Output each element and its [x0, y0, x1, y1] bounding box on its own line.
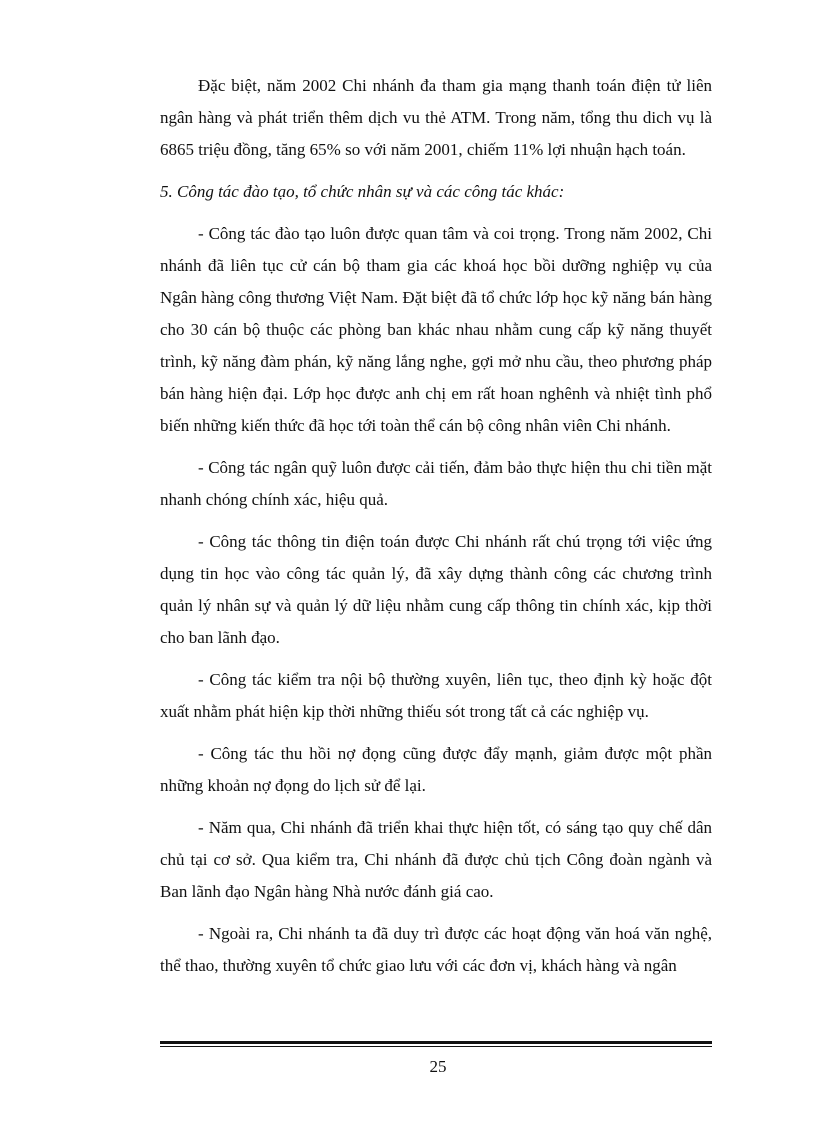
paragraph-culture: - Ngoài ra, Chi nhánh ta đã duy trì được các hoạt động văn hoá văn nghệ, thể thao, thường xuyên tổ chức giao lưu với các đơn vị, khách hàng và ngân: [160, 924, 712, 975]
paragraph-payment-services: Đặc biệt, năm 2002 Chi nhánh đa tham gia mạng thanh toán điện tử liên ngân hàng và phát triển thêm dịch vu thẻ ATM. Trong năm, tổng thu dich vụ là 6865 triệu đồng, tăng 65% so với năm 2001, chiếm 11% lợi nhuận hạch toán.: [160, 76, 712, 159]
paragraph-democracy: - Năm qua, Chi nhánh đã triển khai thực hiện tốt, có sáng tạo quy chế dân chủ tại cơ sở. Qua kiểm tra, Chi nhánh đã được chủ tịch Công đoàn ngành và Ban lãnh đạo Ngân hàng Nhà nước đánh giá cao.: [160, 818, 712, 901]
paragraph-training: - Công tác đào tạo luôn được quan tâm và coi trọng. Trong năm 2002, Chi nhánh đã liên tục cử cán bộ tham gia các khoá học bồi dưỡng nghiệp vụ của Ngân hàng công thương Việt Nam. Đặt biệt đã tổ chức lớp học kỹ năng bán hàng cho 30 cán bộ thuộc các phòng ban khác nhau nhằm cung cấp kỹ năng thuyết trình, kỹ năng đàm phán, kỹ năng lắng nghe, gợi mở nhu cầu, theo phương pháp bán hàng hiện đại. Lớp học được anh chị em rất hoan nghênh và nhiệt tình phổ biến những kiến thức đã học tới toàn thể cán bộ công nhân viên Chi nhánh.: [160, 224, 712, 435]
section-heading-training-personnel: 5. Công tác đào tạo, tổ chức nhân sự và các công tác khác:: [160, 182, 565, 201]
footer-rule-thin: [160, 1046, 712, 1047]
paragraph-debt-recovery: - Công tác thu hồi nợ đọng cũng được đẩy mạnh, giảm được một phần những khoản nợ đọng do lịch sử để lại.: [160, 744, 712, 795]
paragraph-treasury: - Công tác ngân quỹ luôn được cải tiến, đảm bảo thực hiện thu chi tiền mặt nhanh chóng chính xác, hiệu quả.: [160, 458, 712, 509]
footer-rule-thick: [160, 1041, 712, 1044]
paragraph-internal-audit: - Công tác kiểm tra nội bộ thường xuyên, liên tục, theo định kỳ hoặc đột xuất nhằm phát hiện kịp thời những thiếu sót trong tất cả các nghiệp vụ.: [160, 670, 712, 721]
paragraph-it: - Công tác thông tin điện toán được Chi nhánh rất chú trọng tới việc ứng dụng tin học vào công tác quản lý, đã xây dựng thành công các chương trình quản lý nhân sự và quản lý dữ liệu nhằm cung cấp thông tin chính xác, kịp thời cho ban lãnh đạo.: [160, 532, 712, 647]
page-number: 25: [429, 1057, 447, 1076]
page-body: [160, 70, 712, 992]
